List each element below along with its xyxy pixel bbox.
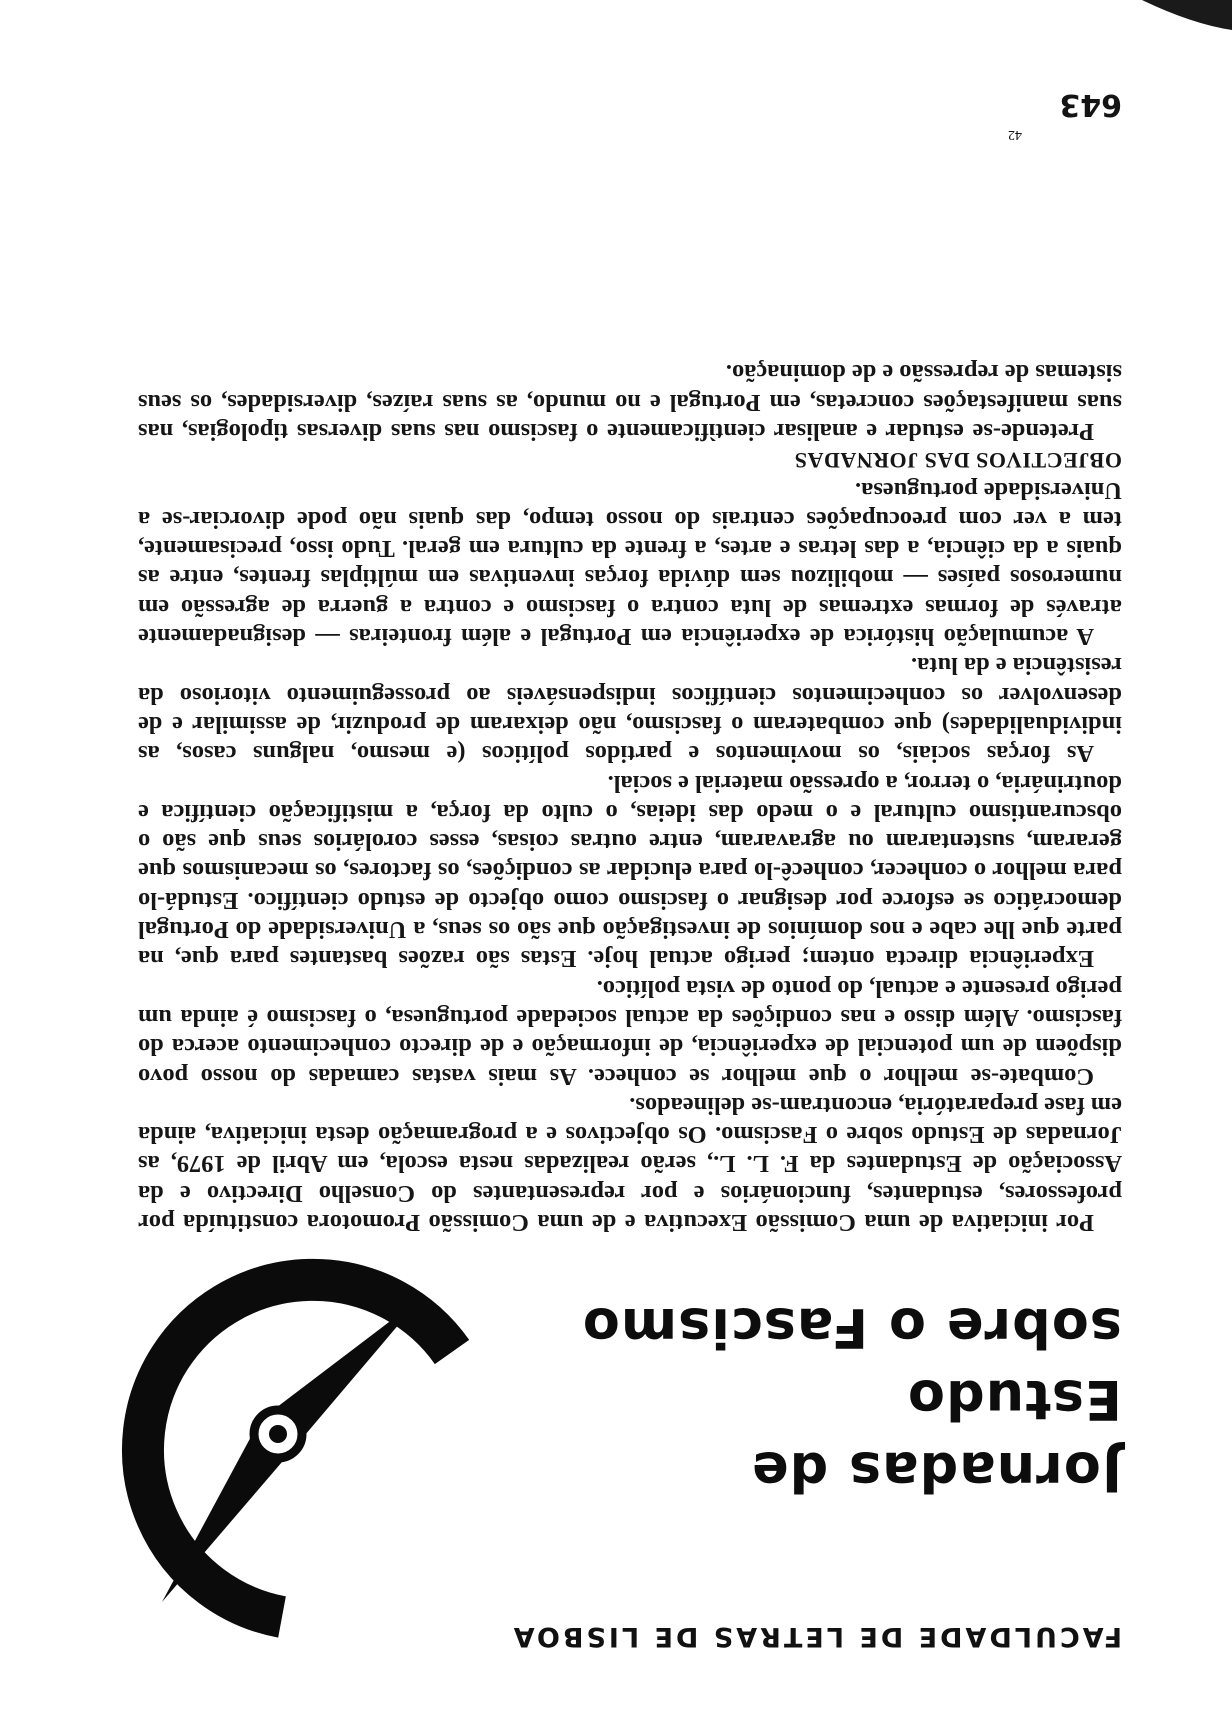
article-body bbox=[138, 358, 1122, 1237]
paragraph-acumulacao: A acumulação histórica de experiência em Portugal e além fronteiras — designadamente através de formas extremas de luta contra o fascismo e contra a guerra de agressão em numerosos países — mobilizou sem dúvida forças inventivas em múltiplas frentes, entre as quais a da ciência, a das letras e artes, a frente da cultura em geral. Tudo isso, precisamente, tem a ver com preocupações centrais do nosso tempo, das quais não pode divorciar-se a Universidade portuguesa. bbox=[138, 476, 1122, 651]
page-number: 643 bbox=[1059, 87, 1122, 122]
paragraph-forcas-sociais: As forças sociais, os movimentos e partidos políticos (e mesmo, nalguns casos, as individualidades) que combateram o fascismo, não deixaram de produzir, de assimilar e de desenvolver os conhecimentos científicos indispensáveis ao prosseguimento vitorioso da resistência e da luta. bbox=[138, 652, 1122, 768]
scan-corner-fold bbox=[1142, 0, 1232, 50]
paragraph-intro: Por iniciativa de uma Comissão Executiva e de uma Comissão Promotora constituída por professores, estudantes, funcionários e por representantes do Conselho Directivo e da Associação de Estudantes da F. L. L., serão realizadas nesta escola, em Abril de 1979, as Jornadas de Estudo sobre o Fascismo. Os objectivos e a programação desta iniciativa, ainda em fase preparatória, encontram-se delineados. bbox=[138, 1091, 1122, 1236]
paragraph-experiencia: Experiência directa ontem; perigo actual hoje. Estas são razões bastantes para que, na parte que lhe cabe e nos domínios de investigação que são os seus, a Universidade do Portugal democrático se esforce por designar o fascismo como objecto de estudo científico. Estudá-lo para melhor o conhecer, conhecê-lo para elucidar as condições, os factores, os mecanismos que geraram, sustentaram ou agravaram, entre outras coisas, esses corolários seus que são o obscurantismo cultural e o medo das ideias, o culto da força, a mistificação científica e doutrinária, o terror, a opressão material e social. bbox=[138, 769, 1122, 973]
title-line-1: Jornadas de Estudo bbox=[750, 1368, 1122, 1503]
page-title bbox=[522, 1291, 1122, 1507]
faculty-name: FACULDADE DE LETRAS DE LISBOA bbox=[510, 1621, 1122, 1652]
title-line-2: sobre o Fascismo bbox=[581, 1296, 1122, 1359]
paragraph-combate: Combate-se melhor o que melhor se conhece. As mais vastas camadas do nosso povo dispõem de um potencial de experiência, de informação e de directo conhecimento acerca do fascismo. Além disso e nas condições da actual sociedade portuguesa, o fascismo é ainda um perigo presente e actual, do ponto de vista político. bbox=[138, 974, 1122, 1090]
paragraph-objectivos: Pretende-se estudar e analisar cientìficamente o fascismo nas suas diversas tipologias, nas suas manifestações concretas, em Portugal e no mundo, as suas raízes, diversidades, os seus sistemas de repressão e de dominação. bbox=[138, 359, 1122, 445]
section-heading: OBJECTIVOS DAS JORNADAS bbox=[794, 448, 1122, 474]
footnote-mark: 42 bbox=[1008, 127, 1022, 142]
compass-needle-icon bbox=[102, 1252, 522, 1652]
